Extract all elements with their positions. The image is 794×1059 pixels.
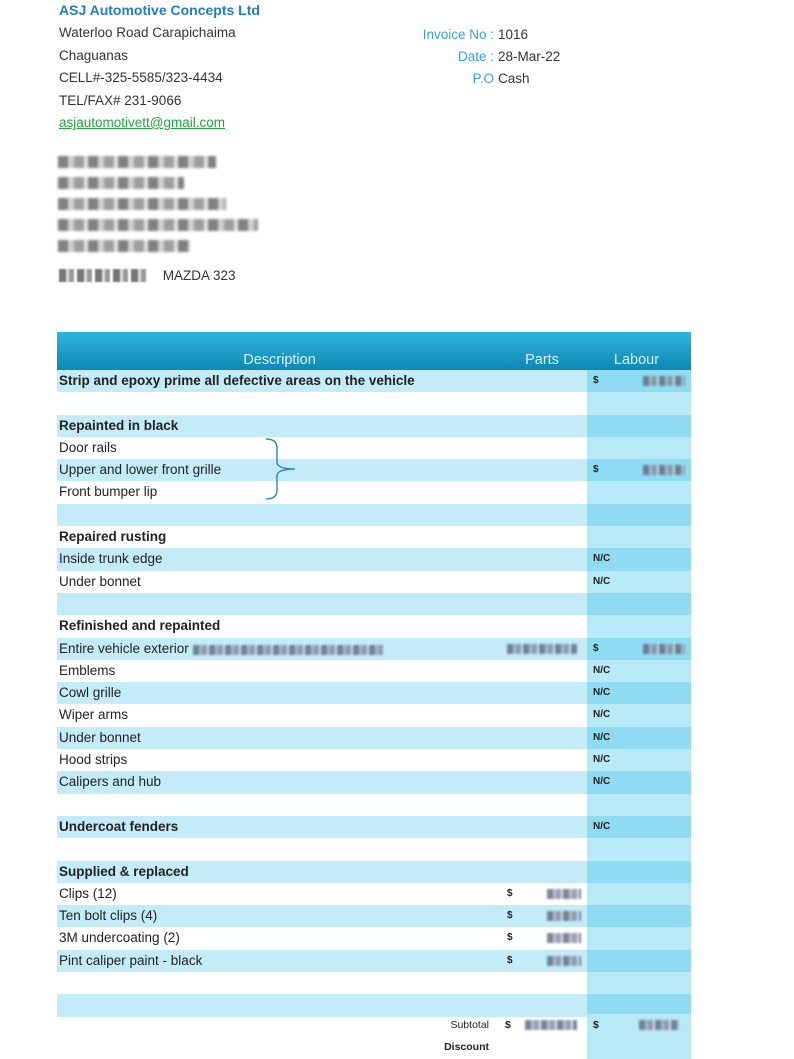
row-labour: [587, 950, 691, 972]
row-labour: [587, 638, 691, 660]
subtotal-labour-currency: $: [593, 1019, 599, 1031]
row-parts-value: [505, 665, 507, 676]
row-labour: [587, 660, 691, 682]
table-row: [57, 682, 691, 704]
subtotal-labour: [587, 1014, 691, 1036]
row-description: [57, 838, 505, 860]
row-labour-value: N/C: [593, 575, 611, 587]
row-description: Clips (12): [59, 885, 117, 901]
row-labour: [587, 548, 691, 570]
row-parts-value: $: [507, 954, 513, 966]
row-labour: [587, 838, 691, 860]
redacted-line: [58, 240, 190, 252]
subtotal-parts-currency: $: [505, 1019, 511, 1031]
company-name: ASJ Automotive Concepts Ltd: [59, 2, 260, 18]
table-row: [57, 749, 691, 771]
table-row: [57, 504, 691, 526]
row-labour: [587, 392, 691, 414]
row-labour: [587, 593, 691, 615]
table-row: [57, 771, 691, 793]
redacted-line: [58, 198, 226, 210]
discount-labour: [587, 1036, 691, 1059]
row-labour: [587, 459, 691, 481]
table-row: [57, 660, 691, 682]
invoice-date-row: [380, 46, 580, 68]
row-parts-value: [505, 620, 507, 631]
row-description: Undercoat fenders: [59, 818, 179, 834]
invoice-number-label: Invoice No :: [422, 27, 494, 42]
row-parts: [505, 638, 587, 660]
row-labour-value: $: [593, 375, 599, 386]
row-parts: [505, 950, 587, 972]
row-parts: [505, 370, 587, 392]
row-parts: [505, 816, 587, 838]
row-parts-value: $: [507, 932, 513, 944]
row-parts: [505, 794, 587, 816]
discount-parts: [497, 1036, 587, 1059]
row-labour: [587, 749, 691, 771]
redacted-amount: [507, 644, 577, 654]
row-description: Refinished and repainted: [59, 618, 221, 634]
row-description: Entire vehicle exterior: [57, 638, 505, 660]
row-description: Repainted in black: [59, 417, 179, 433]
invoice-meta: [380, 24, 580, 90]
row-parts: [505, 660, 587, 682]
redacted-amount: [643, 644, 685, 654]
redacted-line: [58, 219, 258, 231]
row-labour: [587, 927, 691, 949]
row-parts-value: [505, 464, 507, 475]
table-row: [57, 838, 691, 860]
invoice-number-value: 1016: [498, 27, 529, 42]
row-parts: [505, 771, 587, 793]
row-labour-value: N/C: [593, 553, 611, 565]
row-parts-value: [505, 553, 507, 564]
row-parts-value: [505, 576, 507, 587]
redacted-amount: [547, 956, 581, 966]
header-description: Description: [243, 352, 316, 368]
row-parts: [505, 838, 587, 860]
table-row: [57, 481, 691, 503]
table-row: [57, 415, 691, 437]
row-parts: [505, 415, 587, 437]
row-labour: [587, 370, 691, 392]
vehicle-model: MAZDA 323: [162, 268, 236, 283]
row-parts-value: [505, 754, 507, 765]
row-parts-value: [505, 977, 507, 988]
row-description: Repaired rusting: [59, 529, 167, 545]
table-row: [57, 437, 691, 459]
row-parts-value: [505, 442, 507, 453]
row-parts: [505, 972, 587, 994]
row-description: Wiper arms: [59, 707, 129, 723]
row-labour-value: $: [593, 464, 599, 476]
row-parts-value: [505, 397, 507, 408]
row-description: Pint caliper paint - black: [59, 952, 203, 968]
header-parts: Parts: [525, 352, 559, 368]
row-labour: [587, 794, 691, 816]
row-parts: [505, 593, 587, 615]
row-parts-value: [505, 776, 507, 787]
subtotal-label: Subtotal: [450, 1019, 489, 1031]
table-row: [57, 392, 691, 414]
row-labour: [587, 437, 691, 459]
row-description: Under bonnet: [59, 729, 141, 745]
row-description: Upper and lower front grille: [59, 462, 222, 478]
row-parts: [505, 615, 587, 637]
row-labour: [587, 682, 691, 704]
discount-row: [57, 1036, 691, 1059]
row-parts-value: [505, 420, 507, 431]
row-labour: [587, 883, 691, 905]
row-parts: [505, 927, 587, 949]
table-row: [57, 816, 691, 838]
redacted-line: [58, 177, 184, 189]
redacted-amount: [547, 933, 581, 943]
row-parts: [505, 481, 587, 503]
row-labour-value: N/C: [593, 776, 611, 788]
row-parts-value: [505, 598, 507, 609]
redacted-amount: [525, 1020, 577, 1030]
company-email-link[interactable]: asjautomotivett@gmail.com: [59, 115, 226, 130]
row-description: Hood strips: [59, 752, 128, 768]
table-row: [57, 950, 691, 972]
redacted-amount: [643, 465, 685, 475]
row-labour: [587, 615, 691, 637]
row-labour: [587, 504, 691, 526]
table-row: [57, 548, 691, 570]
row-labour: [587, 526, 691, 548]
row-labour: [587, 571, 691, 593]
table-row: [57, 593, 691, 615]
header-labour: Labour: [613, 352, 660, 368]
row-parts: [505, 749, 587, 771]
table-row: [57, 927, 691, 949]
row-parts-value: $: [507, 887, 513, 899]
redacted-vehicle-label: [59, 269, 147, 282]
row-description: Under bonnet: [59, 573, 141, 589]
table-body: [57, 370, 691, 1017]
redacted-line: [58, 156, 216, 168]
invoice-po-row: [380, 68, 580, 90]
subtotal-parts: [497, 1014, 587, 1036]
row-description: Door rails: [59, 439, 117, 455]
row-description: Calipers and hub: [59, 774, 162, 790]
table-row: [57, 704, 691, 726]
table-row: [57, 370, 691, 392]
company-cell: CELL#-325-5585/323-4434: [59, 70, 223, 85]
row-parts-value: [505, 821, 507, 832]
row-labour: [587, 771, 691, 793]
discount-label: Discount: [444, 1041, 489, 1053]
table-row: [57, 972, 691, 994]
row-labour: [587, 972, 691, 994]
row-parts: [505, 905, 587, 927]
subtotal-row: [57, 1014, 691, 1036]
table-row: [57, 727, 691, 749]
table-header: [57, 332, 691, 370]
row-parts: [505, 504, 587, 526]
row-labour: [587, 481, 691, 503]
row-description: [57, 593, 505, 615]
row-parts-value: [505, 709, 507, 720]
invoice-table: [57, 332, 691, 1017]
row-labour-value: N/C: [593, 820, 611, 832]
row-parts: [505, 682, 587, 704]
row-parts-value: [505, 375, 507, 386]
redacted-customer-info: [58, 156, 258, 261]
company-address-2: Chaguanas: [59, 47, 129, 63]
row-parts-value: [505, 687, 507, 698]
invoice-number-row: [380, 24, 580, 46]
row-description: Inside trunk edge: [59, 551, 163, 567]
row-parts: [505, 571, 587, 593]
row-labour-value: N/C: [593, 754, 611, 766]
row-parts-value: $: [507, 910, 513, 922]
invoice-date-value: 28-Mar-22: [498, 49, 561, 64]
row-labour-value: N/C: [593, 664, 611, 676]
table-row: [57, 459, 691, 481]
row-labour: [587, 816, 691, 838]
row-parts-value: [505, 531, 507, 542]
row-description: Front bumper lip: [59, 484, 158, 500]
vehicle-line: [59, 268, 236, 283]
grouping-brace: [265, 438, 295, 500]
table-row: [57, 883, 691, 905]
invoice-po-value: Cash: [498, 71, 530, 86]
invoice-date-label: Date :: [457, 49, 494, 64]
row-parts-value: [505, 866, 507, 877]
row-parts-value: [505, 999, 507, 1010]
row-description: Ten bolt clips (4): [59, 908, 158, 924]
company-address-1: Waterloo Road Carapichaima: [59, 25, 236, 40]
redacted-amount: [547, 911, 581, 921]
row-description: [57, 972, 505, 994]
row-description: Supplied & replaced: [59, 863, 189, 879]
row-parts: [505, 883, 587, 905]
table-row: [57, 861, 691, 883]
row-parts: [505, 548, 587, 570]
redacted-amount: [547, 889, 581, 899]
row-parts-value: [505, 843, 507, 854]
redacted-amount: [639, 1020, 679, 1030]
row-description: Emblems: [59, 662, 116, 678]
row-parts: [505, 727, 587, 749]
row-parts: [505, 392, 587, 414]
row-description: [57, 392, 505, 414]
company-block: [59, 2, 260, 134]
row-labour: [587, 704, 691, 726]
row-labour-value: N/C: [593, 731, 611, 743]
row-labour-value: N/C: [593, 709, 611, 721]
company-telfax: TEL/FAX# 231-9066: [59, 92, 182, 108]
row-parts-value: [505, 509, 507, 520]
row-description: Strip and epoxy prime all defective areas on the vehicle: [59, 373, 415, 388]
redacted-amount: [643, 376, 685, 386]
table-row: [57, 905, 691, 927]
table-row: [57, 638, 691, 660]
row-parts: [505, 526, 587, 548]
table-row: [57, 615, 691, 637]
row-description: [57, 794, 505, 816]
row-description: [57, 504, 505, 526]
row-description: 3M undercoating (2): [59, 930, 180, 946]
redacted-text: [193, 645, 383, 655]
row-parts-value: [505, 799, 507, 810]
row-labour-value: $: [593, 642, 599, 654]
table-row: [57, 571, 691, 593]
row-parts-value: [505, 732, 507, 743]
row-labour-value: N/C: [593, 687, 611, 699]
row-parts: [505, 459, 587, 481]
row-labour: [587, 415, 691, 437]
row-parts: [505, 704, 587, 726]
table-row: [57, 526, 691, 548]
row-labour: [587, 861, 691, 883]
row-labour: [587, 905, 691, 927]
row-labour: [587, 727, 691, 749]
row-description: Cowl grille: [59, 685, 122, 701]
table-row: [57, 794, 691, 816]
invoice-po-label: P.O: [472, 71, 494, 86]
row-parts: [505, 437, 587, 459]
row-parts-value: [505, 486, 507, 497]
row-parts: [505, 861, 587, 883]
